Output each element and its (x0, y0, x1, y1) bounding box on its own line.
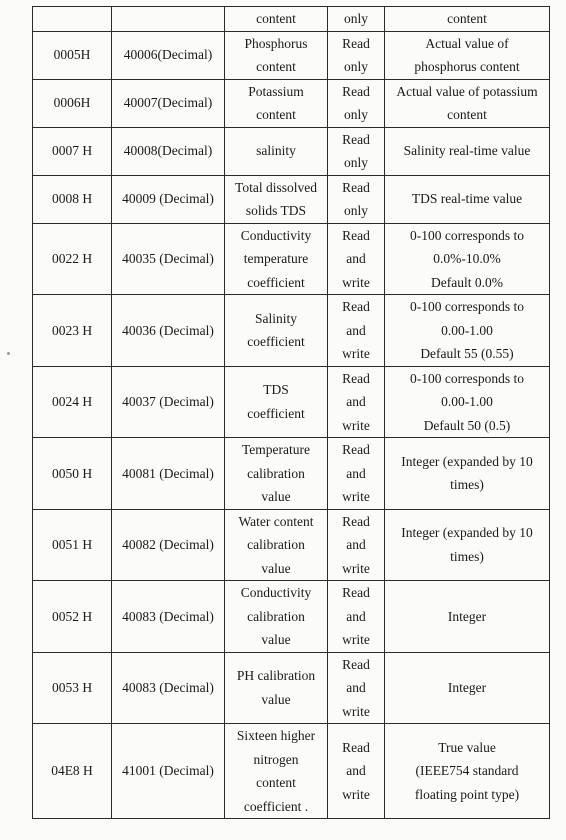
cell-text: Read (342, 739, 370, 755)
table-row (33, 127, 550, 175)
cell-text: only (343, 11, 368, 26)
cell-text: 41001 (Decimal) (122, 763, 214, 779)
cell-text: write (342, 786, 370, 802)
cell-text: Read (342, 656, 370, 672)
cell-name (225, 295, 328, 367)
cell-text: 40082 (Decimal) (122, 537, 214, 552)
cell-text: coefficient (247, 274, 305, 290)
cell-text: floating point type) (414, 786, 520, 802)
table-row (33, 79, 550, 127)
cell-text: write (342, 560, 370, 576)
cell-text: only (343, 59, 368, 74)
cell-text: and (346, 608, 366, 624)
table-row (33, 438, 550, 510)
cell-description (385, 31, 550, 79)
cell-text: Salinity (254, 310, 297, 326)
cell-text: TDS real-time value (411, 191, 523, 207)
cell-address (33, 581, 112, 653)
cell-text: Default 55 (0.55) (420, 346, 514, 361)
cell-text: salinity (256, 143, 296, 159)
cell-name (225, 509, 328, 581)
cell-text: (IEEE754 standard (415, 763, 519, 779)
table-row-continued (33, 7, 550, 32)
cell-text: 0022 H (51, 251, 93, 266)
cell-description (385, 175, 550, 223)
cell-text: Read (342, 370, 370, 386)
table-row (33, 581, 550, 653)
cell-text: calibration (247, 465, 305, 481)
cell-text: temperature (243, 251, 309, 266)
table-row (33, 175, 550, 223)
cell-text: 0.0%-10.0% (433, 251, 501, 266)
cell-decimal (112, 366, 225, 438)
register-table-body (33, 7, 550, 819)
cell-text: 40081 (Decimal) (122, 465, 214, 481)
cell-address (33, 127, 112, 175)
cell-text: 40007(Decimal) (123, 95, 213, 111)
cell-text: coefficient . (243, 798, 309, 814)
cell-text: content (256, 775, 296, 790)
cell-text: only (343, 155, 368, 170)
cell-name (225, 438, 328, 510)
cell-name (225, 724, 328, 819)
cell-text: Read (342, 442, 370, 457)
cell-text: only (343, 107, 368, 122)
cell-text: write (342, 274, 370, 290)
cell-text: Actual value of potassium (396, 83, 538, 99)
cell-name (225, 175, 328, 223)
cell-decimal (112, 724, 225, 819)
cell-description (385, 366, 550, 438)
cell-description (385, 295, 550, 367)
cell-text: 0007 H (51, 143, 93, 159)
cell-description (385, 223, 550, 295)
cell-name (225, 31, 328, 79)
cell-text: 0-100 corresponds to (410, 370, 524, 386)
cell-description (385, 724, 550, 819)
cell-access (328, 509, 385, 581)
cell-access (328, 295, 385, 367)
cell-text: coefficient (247, 334, 305, 350)
cell-text: 40083 (Decimal) (122, 680, 214, 695)
cell-access (328, 175, 385, 223)
cell-text: Read (342, 35, 370, 51)
cell-text: and (346, 763, 366, 779)
cell-access (328, 724, 385, 819)
cell-text: Default 0.0% (431, 274, 503, 290)
cell-text: Integer (447, 680, 487, 695)
cell-text: value (261, 560, 291, 576)
cell-text: Integer (447, 608, 487, 624)
cell-text: Read (342, 585, 370, 600)
cell-text: TDS (263, 382, 289, 398)
cell-text: Default 50 (0.5) (423, 417, 511, 433)
cell-access (328, 223, 385, 295)
table-row (33, 652, 550, 724)
cell-decimal (112, 31, 225, 79)
cell-text: PH calibration (236, 668, 316, 684)
cell-decimal (112, 79, 225, 127)
cell-text: coefficient (247, 405, 305, 421)
cell-text: 0-100 corresponds to (410, 227, 524, 243)
cell-text: Potassium (248, 83, 304, 99)
cell-text: and (346, 680, 366, 695)
cell-name (225, 366, 328, 438)
cell-text: nitrogen (253, 751, 299, 767)
cell-address (33, 724, 112, 819)
cell-text: 0024 H (51, 394, 93, 409)
cell-text: value (261, 632, 291, 647)
cell-text: and (346, 251, 366, 266)
cell-access (328, 581, 385, 653)
cell-text: calibration (247, 537, 305, 552)
cell-text: 40009 (Decimal) (122, 191, 214, 207)
cell-access (328, 366, 385, 438)
cell-text: Conductivity (240, 227, 312, 243)
cell-address (33, 223, 112, 295)
cell-decimal (112, 438, 225, 510)
cell-access (328, 31, 385, 79)
cell-text: write (342, 632, 370, 647)
cell-decimal (112, 509, 225, 581)
cell-text: 0-100 corresponds to (410, 299, 524, 314)
cell-text: Read (342, 227, 370, 243)
cell-text: 40008(Decimal) (123, 143, 213, 159)
cell-description (385, 509, 550, 581)
cell-text: Water content (238, 513, 314, 529)
cell-text: only (343, 203, 368, 218)
cell-text: 40006(Decimal) (123, 47, 213, 63)
cell-name (225, 79, 328, 127)
cell-text: 0052 H (51, 608, 93, 624)
cell-text: 40035 (Decimal) (122, 251, 214, 266)
table-row (33, 223, 550, 295)
cell-access (328, 127, 385, 175)
cell-address (33, 31, 112, 79)
cell-text: solids TDS (245, 203, 307, 218)
cell-text: Total dissolved (235, 179, 317, 195)
cell-text: Read (342, 131, 370, 147)
cell-decimal (112, 295, 225, 367)
cell-address (33, 79, 112, 127)
cell-description (385, 581, 550, 653)
cell-text: Actual value of (425, 35, 509, 51)
cell-name (225, 581, 328, 653)
cell-name (225, 652, 328, 724)
cell-text: Read (342, 83, 370, 99)
cell-text: Integer (expanded by 10 (401, 525, 533, 541)
cell-access (328, 7, 385, 32)
cell-text: 0053 H (51, 680, 93, 695)
cell-description (385, 652, 550, 724)
cell-text: 0005H (53, 47, 91, 63)
cell-text: Read (342, 179, 370, 195)
cell-text: write (342, 417, 370, 433)
cell-text: 0006H (53, 95, 91, 111)
cell-text: value (261, 691, 291, 707)
cell-text: Salinity real-time value (403, 143, 531, 159)
cell-text: times) (450, 477, 484, 493)
cell-text: write (342, 489, 370, 504)
table-row (33, 724, 550, 819)
cell-text: and (346, 537, 366, 552)
cell-address (33, 7, 112, 32)
cell-description (385, 7, 550, 32)
cell-text: Conductivity (240, 585, 312, 600)
cell-text: 0008 H (51, 191, 93, 207)
cell-address (33, 366, 112, 438)
cell-text: 0023 H (51, 322, 93, 338)
cell-address (33, 509, 112, 581)
cell-address (33, 295, 112, 367)
cell-address (33, 175, 112, 223)
cell-text: calibration (247, 608, 305, 624)
cell-text: content (256, 11, 296, 26)
cell-text: 0050 H (51, 465, 93, 481)
register-table (32, 6, 550, 819)
cell-name (225, 223, 328, 295)
cell-access (328, 652, 385, 724)
cell-text: and (346, 322, 366, 338)
cell-text: write (342, 703, 370, 719)
cell-address (33, 652, 112, 724)
table-row (33, 31, 550, 79)
cell-access (328, 438, 385, 510)
cell-text: write (342, 346, 370, 361)
cell-text: 04E8 H (51, 763, 93, 779)
table-row (33, 366, 550, 438)
cell-text: 0051 H (51, 537, 93, 552)
cell-text: Integer (expanded by 10 (401, 453, 533, 469)
cell-text: content (447, 107, 487, 122)
cell-name (225, 127, 328, 175)
cell-text: value (261, 489, 291, 504)
cell-text: Phosphorus (244, 35, 308, 51)
cell-text: content (256, 107, 296, 122)
cell-description (385, 127, 550, 175)
cell-decimal (112, 223, 225, 295)
cell-text: Sixteen higher (236, 728, 316, 743)
cell-text: Read (342, 513, 370, 529)
cell-text: True value (438, 739, 496, 755)
cell-decimal (112, 581, 225, 653)
cell-decimal (112, 175, 225, 223)
cell-decimal (112, 127, 225, 175)
cell-text: Read (342, 299, 370, 314)
cell-text: Temperature (241, 442, 310, 457)
cell-text: times) (450, 548, 484, 564)
cell-text: and (346, 394, 366, 409)
cell-address (33, 438, 112, 510)
scan-speck (7, 352, 10, 355)
table-row (33, 509, 550, 581)
cell-name (225, 7, 328, 32)
cell-text: and (346, 465, 366, 481)
cell-text: content (447, 11, 487, 26)
cell-text: 40036 (Decimal) (122, 322, 214, 338)
table-row (33, 295, 550, 367)
cell-description (385, 79, 550, 127)
cell-text: 40083 (Decimal) (122, 608, 214, 624)
cell-description (385, 438, 550, 510)
cell-access (328, 79, 385, 127)
cell-text: 0.00-1.00 (441, 394, 493, 409)
cell-text: content (256, 59, 296, 74)
cell-text: phosphorus content (414, 59, 520, 74)
cell-text: 0.00-1.00 (441, 322, 493, 338)
cell-decimal (112, 652, 225, 724)
cell-text: 40037 (Decimal) (122, 394, 214, 409)
cell-decimal (112, 7, 225, 32)
